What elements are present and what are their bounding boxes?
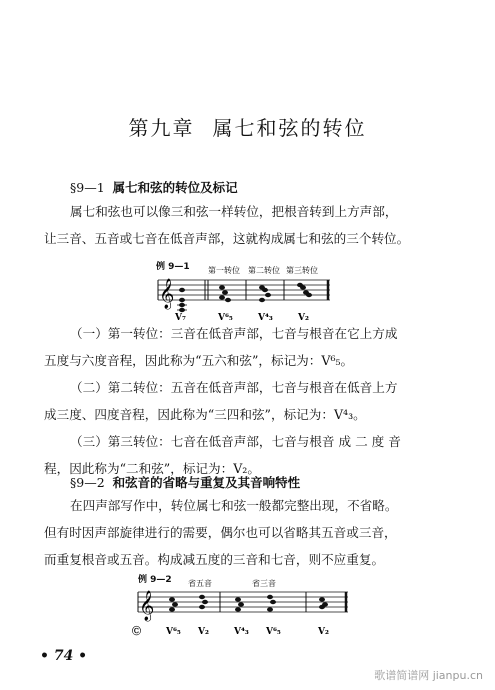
- site-watermark: 歌谱简谱网 jianpu.cn: [374, 669, 483, 682]
- intro-line-2: 让三音、五音或七音在低音声部，这就构成属七和弦的三个转位。: [44, 231, 410, 246]
- annotation-omit-fifth: 省五音: [188, 579, 212, 588]
- section-9-2-line-3: 而重复根音或五音。构成减五度的三音和七音，则不应重复。: [44, 552, 385, 567]
- annotation-omit-third: 省三音: [252, 579, 276, 588]
- intro-paragraph: [44, 198, 454, 252]
- section-9-2-line-1: 在四声部写作中，转位属七和弦一般都完整出现，不省略。: [70, 498, 398, 513]
- chord-symbol-4: V⁶₅: [266, 627, 281, 637]
- first-inversion-line-1: （一）第一转位：三音在低音声部，七音与根音在它上方成: [70, 326, 398, 341]
- section-number: §9—2: [70, 475, 105, 490]
- section-9-2-line-2: 但有时因声部旋律进行的需要，偶尔也可以省略其五音或三音，: [44, 525, 397, 540]
- chord-symbol-root: V₇: [175, 313, 186, 322]
- chapter-title: [0, 112, 495, 141]
- example-9-1-staff: [150, 262, 340, 322]
- column-label-third: 第三转位: [286, 266, 318, 275]
- chord-symbol-2: V₂: [198, 627, 209, 637]
- column-label-first: 第一转位: [208, 266, 240, 275]
- section-heading-9-2: [70, 473, 300, 491]
- section-title: 属七和弦的转位及标记: [112, 180, 238, 195]
- chord-symbol-first: V⁶₅: [218, 313, 233, 322]
- section-title: 和弦音的省略与重复及其音响特性: [112, 475, 301, 490]
- chapter-number: 第九章: [128, 116, 195, 140]
- first-inversion-line-2: 五度与六度音程，因此称为“五六和弦”，标记为：V⁶₅。: [44, 353, 354, 368]
- chord-symbol-second: V⁴₃: [258, 313, 273, 322]
- example-9-2-label: 例 9—2: [138, 575, 172, 585]
- chord-symbol-third: V₂: [298, 313, 309, 322]
- section-heading-9-1: [70, 178, 238, 196]
- treble-clef-icon: 𝄞: [159, 279, 175, 309]
- inversion-paragraphs: [44, 320, 454, 482]
- chord-symbol-5: V₂: [318, 627, 329, 637]
- key-marker: Ⓒ: [132, 627, 142, 637]
- chord-symbol-1: V⁶₅: [166, 627, 181, 637]
- example-9-2-staff: [130, 576, 355, 638]
- example-9-1-label: 例 9—1: [156, 262, 190, 272]
- chord-symbol-3: V⁴₃: [234, 627, 249, 637]
- third-inversion-line-2: 程，因此称为“二和弦”，标记为：V₂。: [44, 461, 260, 476]
- third-inversion-line-1: （三）第三转位：七音在低音声部，七音与根音 成 二 度 音: [70, 434, 401, 449]
- column-label-second: 第二转位: [248, 266, 280, 275]
- page-number: • 74 •: [40, 648, 88, 664]
- section-number: §9—1: [70, 180, 105, 195]
- intro-line-1: 属七和弦也可以像三和弦一样转位，把根音转到上方声部，: [70, 204, 398, 219]
- second-inversion-line-2: 成三度、四度音程，因此称为“三四和弦”，标记为：V⁴₃。: [44, 407, 366, 422]
- chapter-name: 属七和弦的转位: [212, 116, 367, 140]
- treble-clef-icon: 𝄞: [139, 591, 155, 621]
- section-9-2-paragraph: [44, 492, 454, 573]
- second-inversion-line-1: （二）第二转位：五音在低音声部，七音与根音在低音上方: [70, 380, 398, 395]
